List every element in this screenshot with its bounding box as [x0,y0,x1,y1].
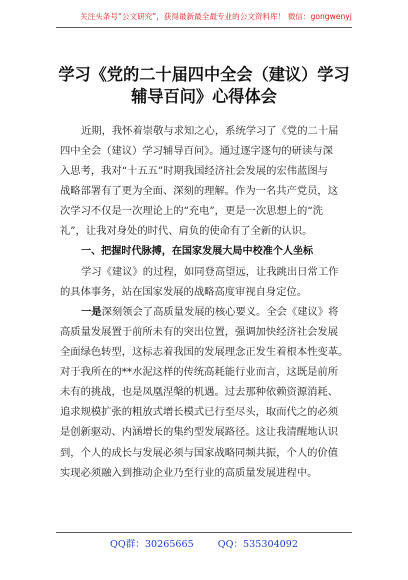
paragraph-2-line: 学习《建议》的过程，如同登高望远，让我跳出日常工作 [81,265,339,278]
paragraph-2-line: 的具体事务，站在国家发展的战略高度审视自身定位。 [60,285,308,298]
paragraph-1-line: 战略部署有了更为全面、深刻的理解。作为一名共产党员，这 [60,185,339,198]
footer-qq: QQ：535304092 [217,539,298,550]
paragraph-3-lead: 一是 [81,305,102,318]
title-line-1: 学习《党的二十届四中全会（建议）学习 [58,65,350,84]
paragraph-3-line: 实现必须融入到推动企业乃至行业的高质量发展进程中。 [60,466,318,479]
paragraph-1-line: 礼”，让我对身处的时代、肩负的使命有了全新的认识。 [60,225,313,238]
paragraph-1-line: 四中全会（建议）学习辅导百问》。通过逐字逐句的研读与深 [60,145,333,158]
paragraph-3-line: 全面绿色转型，这标志着我国的发展理念正发生着根本性变革。 [60,346,349,359]
section-heading-1: 一、把握时代脉搏，在国家发展大局中校准个人坐标 [81,245,314,257]
paragraph-3-line: 到，个人的成长与发展必须与国家战略同频共振，个人的价值 [60,446,339,459]
document-body [60,121,352,483]
footer-qq-group: QQ群：30265665 [109,539,194,550]
header-banner: 关注头条号“公文研究”，获得最新最全最专业的公文资料库！ 微信：gongwenyj [80,12,352,21]
footer [0,536,408,550]
paragraph-3-first-line [60,302,352,322]
paragraph-3-line: 高质量发展置于前所未有的突出位置，强调加快经济社会发展 [60,325,339,338]
document-title [40,64,368,108]
header-divider [56,27,352,28]
paragraph-3-line: 对于我所在的**水泥这样的传统高耗能行业而言，这既是前所 [60,366,339,379]
footer-divider [56,532,352,533]
paragraph-3-line: 未有的挑战，也是凤凰涅槃的机遇。过去那种依赖资源消耗、 [60,386,339,399]
paragraph-3-first-rest: 深刻领会了高质量发展的核心要义。全会《建议》将 [101,305,339,318]
paragraph-1-line: 次学习不仅是一次理论上的“充电”，更是一次思想上的“洗 [60,205,323,218]
paragraph-1-line: 入思考，我对“十五五”时期我国经济社会发展的宏伟蓝图与 [60,165,328,178]
paragraph-3-line: 是创新驱动、内涵增长的集约型发展路径。这让我清醒地认识 [60,426,339,439]
paragraph-1-line: 近期，我怀着崇敬与求知之心，系统学习了《党的二十届 [81,125,339,137]
title-line-2: 辅导百问》心得体会 [131,87,277,106]
paragraph-3-line: 追求规模扩张的粗放式增长模式已行至尽头，取而代之的必须 [60,406,339,419]
